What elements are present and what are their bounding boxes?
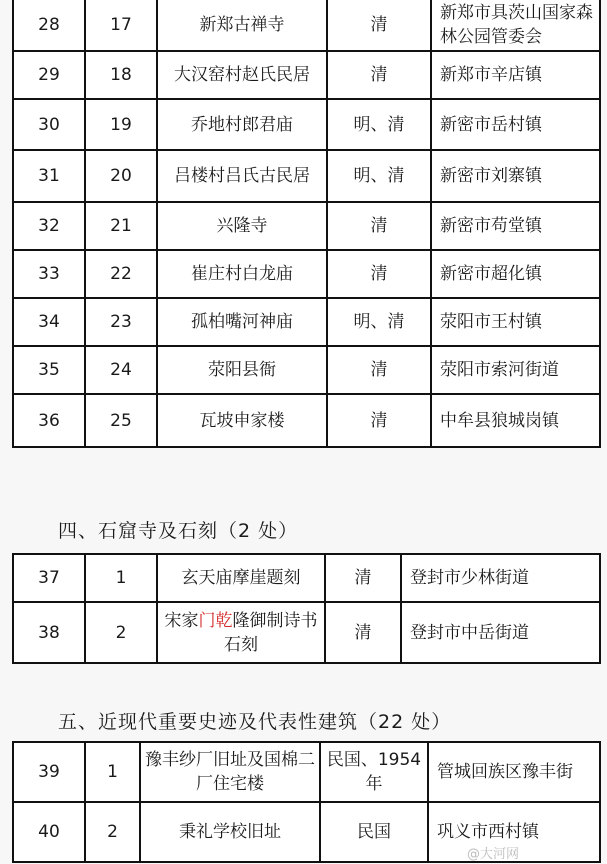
site-era: 清 <box>325 602 401 663</box>
site-location: 中牟县狼城岗镇 <box>431 394 600 447</box>
table-row <box>13 742 600 802</box>
heritage-table-1 <box>12 0 601 448</box>
site-location: 新密市超化镇 <box>431 250 600 298</box>
row-subnumber: 25 <box>85 394 157 447</box>
site-name: 荥阳县衙 <box>157 346 327 394</box>
row-subnumber: 1 <box>85 554 157 602</box>
site-location: 登封市少林街道 <box>401 554 600 602</box>
site-location: 新郑市具茨山国家森林公园管委会 <box>431 0 600 51</box>
row-subnumber: 20 <box>85 150 157 202</box>
row-number: 36 <box>13 394 85 447</box>
site-era: 清 <box>327 346 431 394</box>
site-location: 管城回族区豫丰街 <box>428 742 600 802</box>
table-row <box>13 99 600 150</box>
site-era: 清 <box>327 51 431 99</box>
site-location: 新密市苟堂镇 <box>431 202 600 250</box>
row-subnumber: 1 <box>85 742 140 802</box>
table-row <box>13 346 600 394</box>
table-row <box>13 51 600 99</box>
site-name-part: 隆御制诗书石刻 <box>224 610 318 655</box>
row-subnumber: 2 <box>85 602 157 663</box>
site-era: 明、清 <box>327 99 431 150</box>
row-number: 30 <box>13 99 85 150</box>
row-subnumber: 19 <box>85 99 157 150</box>
section4-heading: 四、石窟寺及石刻（2 处） <box>58 520 299 542</box>
row-subnumber: 22 <box>85 250 157 298</box>
site-era: 清 <box>327 250 431 298</box>
row-subnumber: 23 <box>85 298 157 346</box>
row-number: 40 <box>13 802 85 862</box>
table-row <box>13 0 600 51</box>
row-subnumber: 18 <box>85 51 157 99</box>
table-row <box>13 298 600 346</box>
row-number: 38 <box>13 602 85 663</box>
site-era: 明、清 <box>327 150 431 202</box>
row-number: 32 <box>13 202 85 250</box>
site-name: 豫丰纱厂旧址及国棉二厂住宅楼 <box>140 742 320 802</box>
table-row <box>13 602 600 663</box>
site-name-highlight: 门乾 <box>198 610 233 631</box>
row-number: 33 <box>13 250 85 298</box>
row-number: 35 <box>13 346 85 394</box>
site-location: 新密市刘寨镇 <box>431 150 600 202</box>
row-number: 39 <box>13 742 85 802</box>
site-name <box>157 602 325 663</box>
row-subnumber: 17 <box>85 0 157 51</box>
site-location: 新郑市辛店镇 <box>431 51 600 99</box>
site-name: 吕楼村吕氏古民居 <box>157 150 327 202</box>
site-name-part: 宋家 <box>164 610 199 631</box>
table-row <box>13 554 600 602</box>
site-era: 清 <box>327 394 431 447</box>
row-subnumber: 24 <box>85 346 157 394</box>
row-number: 29 <box>13 51 85 99</box>
site-location: 荥阳市王村镇 <box>431 298 600 346</box>
site-name: 大汉窑村赵氏民居 <box>157 51 327 99</box>
watermark: @大河网 <box>467 847 520 862</box>
site-name: 崔庄村白龙庙 <box>157 250 327 298</box>
row-number: 37 <box>13 554 85 602</box>
site-name: 玄天庙摩崖题刻 <box>157 554 325 602</box>
table-row <box>13 250 600 298</box>
site-name: 瓦坡申家楼 <box>157 394 327 447</box>
site-location: 巩义市西村镇 <box>428 802 600 862</box>
row-subnumber: 2 <box>85 802 140 862</box>
heritage-table-2 <box>12 553 601 664</box>
site-era: 明、清 <box>327 298 431 346</box>
site-name: 新郑古禅寺 <box>157 0 327 51</box>
site-location: 新密市岳村镇 <box>431 99 600 150</box>
site-location: 登封市中岳街道 <box>401 602 600 663</box>
row-subnumber: 21 <box>85 202 157 250</box>
table-row <box>13 394 600 447</box>
site-name: 秉礼学校旧址 <box>140 802 320 862</box>
site-era: 民国 <box>320 802 428 862</box>
table-row <box>13 202 600 250</box>
section5-heading: 五、近现代重要史迹及代表性建筑（22 处） <box>58 711 452 733</box>
row-number: 28 <box>13 0 85 51</box>
site-era: 民国、1954年 <box>320 742 428 802</box>
site-era: 清 <box>325 554 401 602</box>
site-era: 清 <box>327 0 431 51</box>
table-row <box>13 150 600 202</box>
site-location: 荥阳市索河街道 <box>431 346 600 394</box>
row-number: 31 <box>13 150 85 202</box>
site-name: 兴隆寺 <box>157 202 327 250</box>
row-number: 34 <box>13 298 85 346</box>
site-name: 乔地村郎君庙 <box>157 99 327 150</box>
site-era: 清 <box>327 202 431 250</box>
site-name: 孤柏嘴河神庙 <box>157 298 327 346</box>
